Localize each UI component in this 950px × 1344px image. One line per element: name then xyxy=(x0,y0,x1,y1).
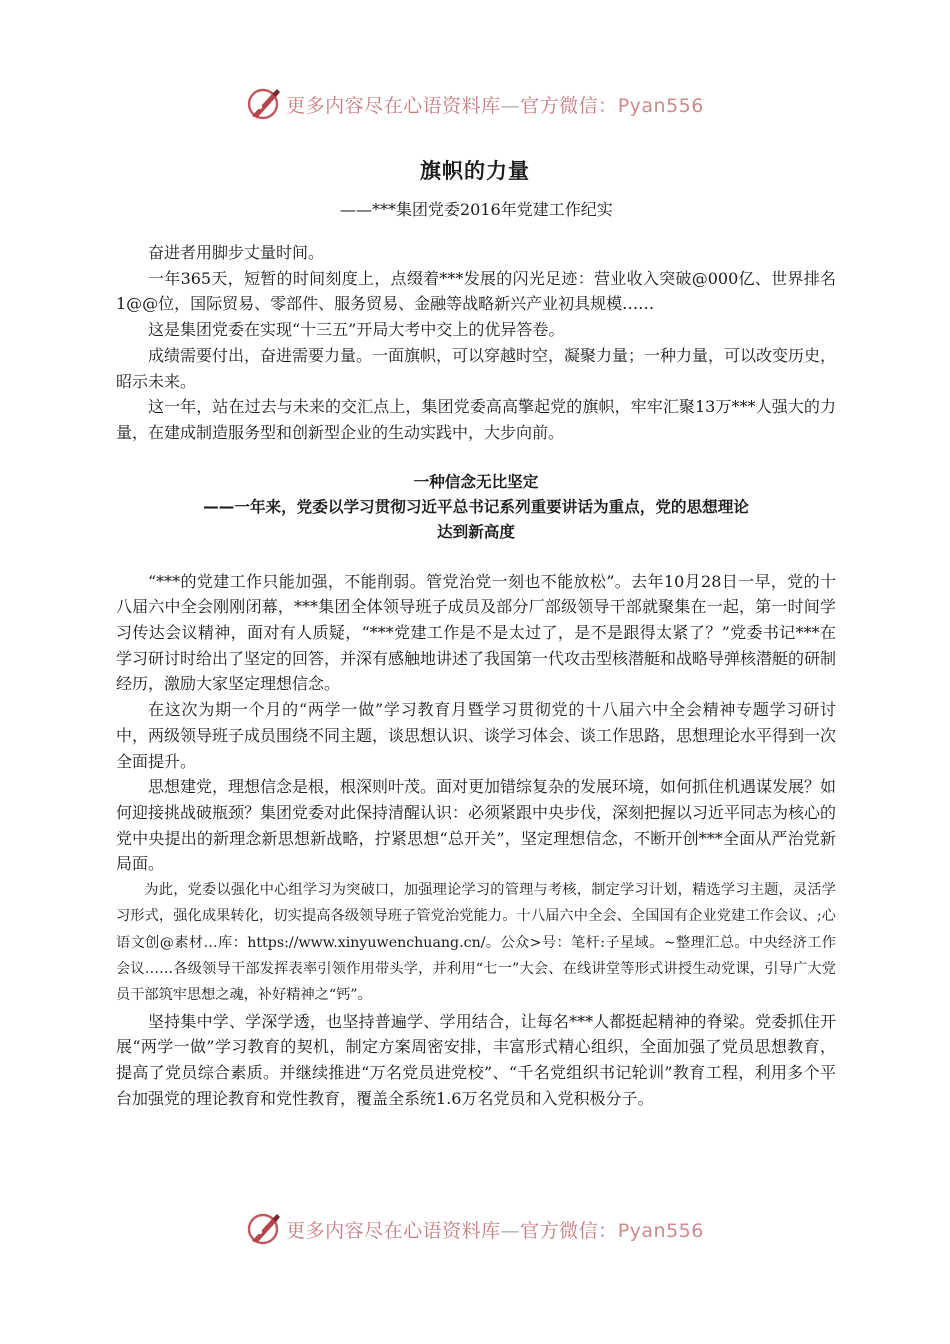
intro-paragraph: 这一年，站在过去与未来的交汇点上，集团党委高高擎起党的旗帜，牢牢汇聚13万***人强大的力量，在建成制造服务型和创新型企业的生动实践中，大步向前。 xyxy=(116,397,836,442)
section-subheading-line: 达到新高度 xyxy=(437,522,515,541)
watermark-cn-text: 更多内容尽在心语资料库 xyxy=(286,94,501,117)
intro-paragraph: 这是集团党委在实现“十三五”开局大考中交上的优异答卷。 xyxy=(148,320,565,340)
pen-logo-icon xyxy=(246,1211,282,1247)
watermark-cn-text: 更多内容尽在心语资料库 xyxy=(286,1219,501,1242)
section-paragraph: 在这次为期一个月的“两学一做”学习教育月暨学习贯彻党的十八届六中全会精神专题学习研讨中，两级领导班子成员围绕不同主题，谈思想认识、谈学习体会、谈工作思路，思想理论水平得到一次全面提升。 xyxy=(116,700,837,771)
watermark-wechat-label: 官方微信： xyxy=(520,94,618,117)
top-watermark-banner xyxy=(0,84,950,124)
watermark-wechat-label: 官方微信： xyxy=(520,1219,618,1242)
watermark-text xyxy=(286,1216,704,1243)
section-subheading xyxy=(116,495,836,545)
section-paragraph: 坚持集中学、学深学透，也坚持普遍学、学用结合，让每名***人都挺起精神的脊梁。党委抓住开展“两学一做”学习教育的契机，制定方案周密安排，丰富形式精心组织，全面加强了党员思想教育，提高了党员综合素质。并继续推进“万名党员进党校”、“千名党组织书记轮训”教育工程，利用多个平台加强党的理论教育和党性教育，覆盖全系统1.6万名党员和入党积极分子。 xyxy=(116,1011,836,1108)
watermark-separator: — xyxy=(500,94,521,117)
watermark-wechat-id: Pyan556 xyxy=(617,1219,704,1242)
section-subheading-line: ——一年来，党委以学习贯彻习近平总书记系列重要讲话为重点，党的思想理论 xyxy=(203,497,749,516)
watermark-wechat-id: Pyan556 xyxy=(617,94,704,117)
document-title: 旗帜的力量 xyxy=(420,159,530,183)
document-subtitle: ——***集团党委2016年党建工作纪实 xyxy=(340,200,613,219)
intro-paragraph: 奋进者用脚步丈量时间。 xyxy=(148,243,325,262)
watermark-text xyxy=(286,91,704,118)
intro-paragraph: 一年365天，短暂的时间刻度上，点缀着***发展的闪光足迹：营业收入突破@000亿、世界排名1@@位，国际贸易、零部件、服务贸易、金融等战略新兴产业初具规模…… xyxy=(116,268,836,314)
section-small-paragraph: 为此，党委以强化中心组学习为突破口，加强理论学习的管理与考核，制定学习计划，精选学习主题，灵活学习形式，强化成果转化，切实提高各级领导班子管党治党能力。十八届六中全会、全国国有企业党建工作会议、;心语文创@素材…库：https://www.xinyuwenchuang.cn/。公众>号：笔杆:子星域。~整理汇总。中央经济工作会议……各级领导干部发挥表率引领作用带头学，并利用“七一”大会、在线讲堂等形式讲授生动党课，引导广大党员干部筑牢思想之魂，补好精神之“钙”。 xyxy=(116,882,836,1004)
section-paragraph: 思想建党，理想信念是根，根深则叶茂。面对更加错综复杂的发展环境，如何抓住机遇谋发展？如何迎接挑战破瓶颈？集团党委对此保持清醒认识：必须紧跟中央步伐，深刻把握以习近平同志为核心的党中央提出的新理念新思想新战略，拧紧思想“总开关”，坚定理想信念，不断开创***全面从严治党新局面。 xyxy=(116,777,837,874)
section-paragraph: “***的党建工作只能加强，不能削弱。管党治党一刻也不能放松”。去年10月28日一早，党的十八届六中全会刚刚闭幕，***集团全体领导班子成员及部分厂部级领导干部就聚集在一起，第一时间学习传达会议精神，面对有人质疑，“***党建工作是不是太过了，是不是跟得太紧了？”党委书记***在学习研讨时给出了坚定的回答，并深有感触地讲述了我国第一代攻击型核潜艇和战略导弹核潜艇的研制经历，激励大家坚定理想信念。 xyxy=(116,571,837,694)
intro-paragraph: 成绩需要付出，奋进需要力量。一面旗帜，可以穿越时空，凝聚力量；一种力量，可以改变历史，昭示未来。 xyxy=(116,345,837,391)
section-heading: 一种信念无比坚定 xyxy=(413,472,539,491)
bottom-watermark-banner xyxy=(0,1209,950,1249)
document-body xyxy=(116,240,836,1111)
watermark-separator: — xyxy=(500,1219,521,1242)
pen-logo-icon xyxy=(246,86,282,122)
